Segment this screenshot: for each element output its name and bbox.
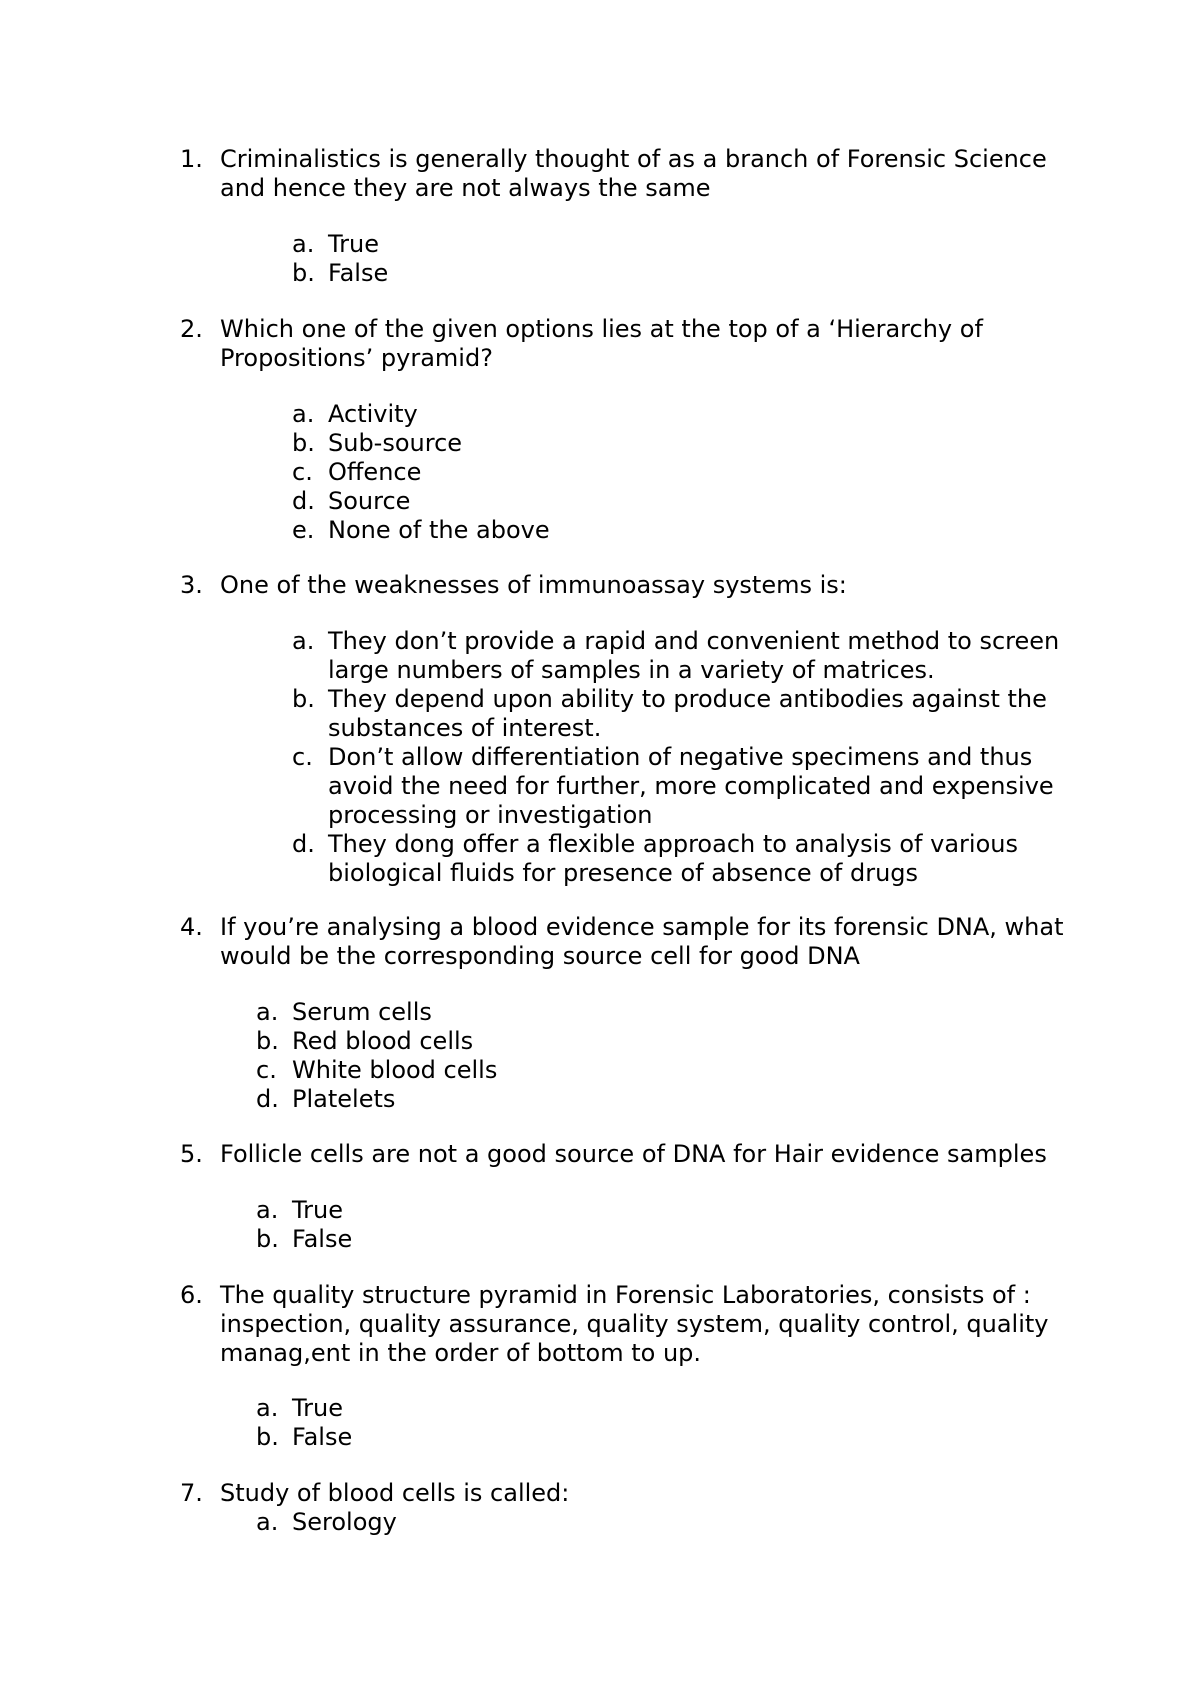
option-text: Source xyxy=(328,487,411,515)
question-text: If you’re analysing a blood evidence sample for its forensic DNA, what would be the corresponding source cell for good DNA xyxy=(220,913,1064,970)
option-letter: c. xyxy=(256,1056,277,1084)
option-text: They don’t provide a rapid and convenient method to screen large numbers of samples in a variety of matrices. xyxy=(328,627,1060,684)
option-b xyxy=(292,685,1082,743)
option-b xyxy=(292,259,1082,288)
option-a xyxy=(256,1508,1076,1537)
option-letter: a. xyxy=(256,1508,279,1536)
option-text: Don’t allow differentiation of negative specimens and thus avoid the need for further, more complicated and expensive processing or investigation xyxy=(328,743,1054,829)
option-letter: c. xyxy=(292,458,313,486)
option-b xyxy=(256,1027,1076,1056)
question-number: 2. xyxy=(180,315,203,343)
option-text: Red blood cells xyxy=(292,1027,474,1055)
option-b xyxy=(292,429,1082,458)
option-letter: e. xyxy=(292,516,315,544)
option-text: Serology xyxy=(292,1508,397,1536)
option-text: True xyxy=(292,1196,343,1224)
option-text: Activity xyxy=(328,400,418,428)
option-c xyxy=(256,1056,1076,1085)
option-text: True xyxy=(292,1394,343,1422)
option-text: True xyxy=(328,230,379,258)
option-c xyxy=(292,743,1082,830)
option-letter: b. xyxy=(292,685,315,713)
option-letter: b. xyxy=(256,1423,279,1451)
question-number: 3. xyxy=(180,571,203,599)
option-a xyxy=(256,1196,1076,1225)
option-letter: a. xyxy=(256,998,279,1026)
options-list-4 xyxy=(256,998,1076,1114)
option-c xyxy=(292,458,1082,487)
option-text: False xyxy=(292,1423,353,1451)
option-text: They depend upon ability to produce antibodies against the substances of interest. xyxy=(328,685,1047,742)
option-a xyxy=(256,1394,1076,1423)
question-text: Which one of the given options lies at the top of a ‘Hierarchy of Propositions’ pyramid? xyxy=(220,315,983,372)
option-text: None of the above xyxy=(328,516,550,544)
question-number: 7. xyxy=(180,1479,203,1507)
option-text: False xyxy=(328,259,389,287)
option-e xyxy=(292,516,1082,545)
option-a xyxy=(292,400,1082,429)
option-letter: a. xyxy=(292,230,315,258)
question-number: 6. xyxy=(180,1281,203,1309)
option-letter: b. xyxy=(292,259,315,287)
option-text: They dong offer a flexible approach to analysis of various biological fluids for presence of absence of drugs xyxy=(328,830,1018,887)
options-list-5 xyxy=(256,1196,1076,1254)
option-text: Sub-source xyxy=(328,429,463,457)
option-d xyxy=(292,487,1082,516)
question-text: The quality structure pyramid in Forensic Laboratories, consists of : inspection, quality assurance, quality system, quality control, quality manag,ent in the order of bottom to up. xyxy=(220,1281,1049,1367)
option-letter: b. xyxy=(256,1027,279,1055)
option-letter: c. xyxy=(292,743,313,771)
options-list-2 xyxy=(292,400,1082,545)
option-a xyxy=(292,627,1082,685)
option-text: Platelets xyxy=(292,1085,396,1113)
option-a xyxy=(292,230,1082,259)
option-letter: d. xyxy=(292,487,315,515)
option-b xyxy=(256,1225,1076,1254)
option-d xyxy=(292,830,1082,888)
option-text: White blood cells xyxy=(292,1056,498,1084)
option-letter: d. xyxy=(256,1085,279,1113)
option-letter: a. xyxy=(292,627,315,655)
option-letter: b. xyxy=(256,1225,279,1253)
options-list-6 xyxy=(256,1394,1076,1452)
option-letter: d. xyxy=(292,830,315,858)
option-text: Offence xyxy=(328,458,422,486)
option-b xyxy=(256,1423,1076,1452)
option-letter: a. xyxy=(256,1394,279,1422)
option-letter: a. xyxy=(292,400,315,428)
question-number: 1. xyxy=(180,145,203,173)
options-list-1 xyxy=(292,230,1082,288)
question-number: 4. xyxy=(180,913,203,941)
option-letter: a. xyxy=(256,1196,279,1224)
option-text: False xyxy=(292,1225,353,1253)
question-number: 5. xyxy=(180,1140,203,1168)
options-list-3 xyxy=(292,627,1082,888)
question-text: Criminalistics is generally thought of as a branch of Forensic Science and hence they are not always the same xyxy=(220,145,1047,202)
question-text: Study of blood cells is called: xyxy=(220,1479,570,1507)
option-letter: b. xyxy=(292,429,315,457)
question-text: Follicle cells are not a good source of DNA for Hair evidence samples xyxy=(220,1140,1047,1168)
option-a xyxy=(256,998,1076,1027)
option-text: Serum cells xyxy=(292,998,432,1026)
question-text: One of the weaknesses of immunoassay systems is: xyxy=(220,571,847,599)
options-list-7 xyxy=(256,1508,1076,1537)
option-d xyxy=(256,1085,1076,1114)
